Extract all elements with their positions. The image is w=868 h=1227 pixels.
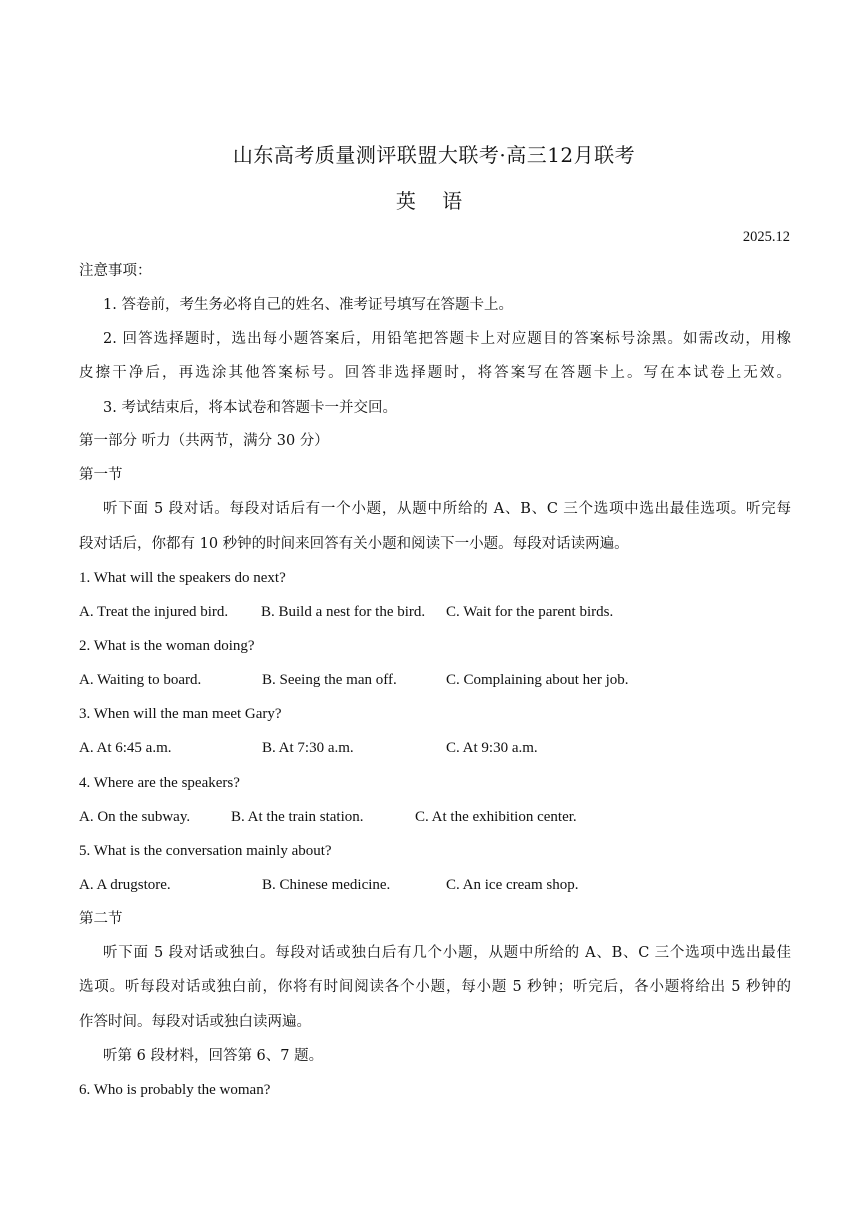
- option-a: A. At 6:45 a.m.: [79, 740, 172, 756]
- material-6-intro: 听第 6 段材料，回答第 6、7 题。: [103, 1048, 324, 1064]
- notes-item-1: 1. 答卷前，考生务必将自己的姓名、准考证号填写在答题卡上。: [103, 297, 513, 313]
- option-a: A. On the subway.: [79, 809, 191, 825]
- subject-title: 英 语: [395, 189, 473, 213]
- option-c: C. At 9:30 a.m.: [446, 740, 538, 756]
- question-6: 6. Who is probably the woman?: [79, 1082, 271, 1098]
- question-5: 5. What is the conversation mainly about?: [79, 843, 332, 859]
- option-c: C. An ice cream shop.: [446, 877, 579, 893]
- section2-instructions-line-1: 听下面 5 段对话或独白。每段对话或独白后有几个小题，从题中所给的 A、B、C 三个选项中选出最佳: [103, 945, 791, 961]
- option-a: A. A drugstore.: [79, 877, 171, 893]
- part1-heading: 第一部分 听力（共两节，满分 30 分）: [79, 433, 329, 449]
- section1-instructions-line-2: 段对话后，你都有 10 秒钟的时间来回答有关小题和阅读下一小题。每段对话读两遍。: [79, 536, 629, 552]
- option-b: B. Seeing the man off.: [262, 672, 397, 688]
- page-title: 山东高考质量测评联盟大联考·高三12月联考: [232, 143, 636, 167]
- section1-heading: 第一节: [79, 467, 123, 483]
- section2-instructions-line-2: 选项。听每段对话或独白前，你将有时间阅读各个小题，每小题 5 秒钟；听完后，各小题将给出 5 秒钟的: [79, 979, 791, 995]
- option-b: B. Build a nest for the bird.: [261, 604, 426, 620]
- option-b: B. Chinese medicine.: [262, 877, 391, 893]
- option-a: A. Treat the injured bird.: [79, 604, 229, 620]
- question-1: 1. What will the speakers do next?: [79, 570, 286, 586]
- option-b: B. At the train station.: [231, 809, 364, 825]
- exam-date: 2025.12: [742, 229, 790, 245]
- notes-item-2-line-2: 皮擦干净后，再选涂其他答案标号。回答非选择题时，将答案写在答题卡上。写在本试卷上无效。: [79, 365, 791, 381]
- notes-heading: 注意事项：: [79, 263, 152, 279]
- question-4: 4. Where are the speakers?: [79, 775, 240, 791]
- question-2: 2. What is the woman doing?: [79, 638, 255, 654]
- section2-instructions-line-3: 作答时间。每段对话或独白读两遍。: [79, 1014, 311, 1030]
- question-3: 3. When will the man meet Gary?: [79, 706, 282, 722]
- option-c: C. Complaining about her job.: [446, 672, 629, 688]
- notes-item-3: 3. 考试结束后，将本试卷和答题卡一并交回。: [103, 400, 397, 416]
- option-c: C. Wait for the parent birds.: [446, 604, 614, 620]
- option-b: B. At 7:30 a.m.: [262, 740, 354, 756]
- notes-item-2-line-1: 2. 回答选择题时，选出每小题答案后，用铅笔把答题卡上对应题目的答案标号涂黑。如需改动，用橡: [103, 331, 791, 347]
- option-c: C. At the exhibition center.: [415, 809, 577, 825]
- option-a: A. Waiting to board.: [79, 672, 202, 688]
- section1-instructions-line-1: 听下面 5 段对话。每段对话后有一个小题，从题中所给的 A、B、C 三个选项中选出最佳选项。听完每: [103, 501, 791, 517]
- section2-heading: 第二节: [79, 911, 123, 927]
